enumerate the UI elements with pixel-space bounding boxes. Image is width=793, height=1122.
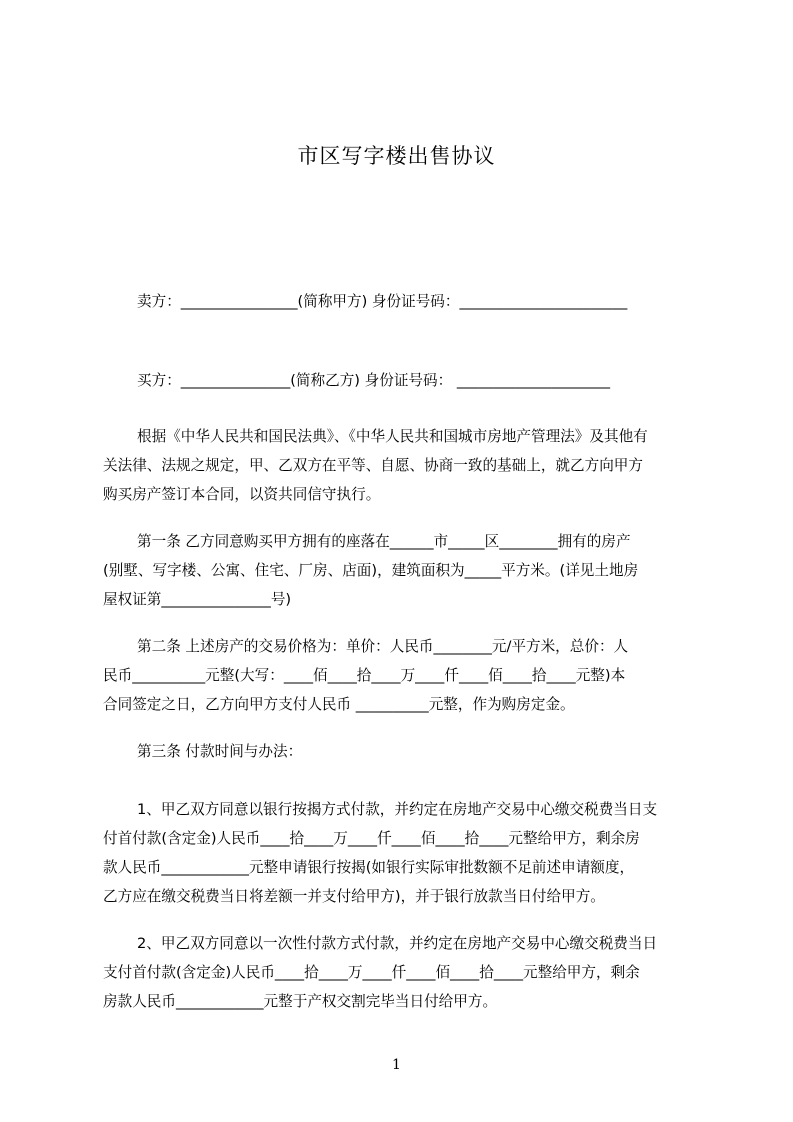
preamble-line: 关法律、法规之规定，甲、乙双方在平等、自愿、协商一致的基础上，就乙方向甲方: [103, 457, 643, 474]
article-1-line: (别墅、写字楼、公寓、住宅、厂房、店面)，建筑面积为_____平方米。(详见土地房: [103, 562, 639, 579]
preamble-line: 购买房产签订本合同，以资共同信守执行。: [103, 486, 381, 503]
clause-2-line: 2、甲乙双方同意以一次性付款方式付款，并约定在房地产交易中心缴交税费当日: [137, 935, 658, 952]
page-number: 1: [392, 1057, 401, 1073]
article-3-heading-block: [103, 737, 713, 766]
document-title: 市区写字楼出售协议: [297, 144, 496, 168]
preamble-line: 根据《中华人民共和国民法典》、《中华人民共和国城市房地产管理法》及其他有: [137, 428, 648, 445]
clause-1-line: 乙方应在缴交税费当日将差额一并支付给甲方)，并于银行放款当日付给甲方。: [103, 888, 605, 905]
article-1-paragraph: [103, 527, 713, 614]
seller-line: 卖方：________________(简称甲方) 身份证号码：_______________________: [137, 293, 628, 310]
clause-1-line: 付首付款(含定金)人民币____拾____万____仟____佰____拾____元整给甲方，剩余房: [103, 830, 640, 847]
article-3-heading: 第三条 付款时间与办法：: [137, 743, 303, 760]
buyer-line: 买方：_______________(简称乙方) 身份证号码： _____________________: [137, 372, 611, 389]
article-2-line: 合同签定之日，乙方向甲方支付人民币 __________元整，作为购房定金。: [103, 696, 575, 713]
article-1-line: 屋权证第_______________号): [103, 591, 292, 608]
clause-2-line: 房款人民币____________元整于产权交割完毕当日付给甲方。: [103, 993, 498, 1010]
clause-2-line: 支付首付款(含定金)人民币____拾____万____仟____佰____拾____元整给甲方，剩余: [103, 964, 640, 981]
clause-1-line: 款人民币____________元整申请银行按揭(如银行实际审批数额不足前述申请额度，: [103, 859, 635, 876]
article-2-paragraph: [103, 632, 713, 719]
clause-1-line: 1、甲乙双方同意以银行按揭方式付款，并约定在房地产交易中心缴交税费当日支: [137, 801, 658, 818]
preamble-paragraph: [103, 422, 713, 509]
article-1-line: 第一条 乙方同意购买甲方拥有的座落在______市_____区________拥有的房产: [137, 533, 631, 550]
clause-2-paragraph: [103, 929, 713, 1016]
article-2-line: 民币__________元整(大写：____佰____拾____万____仟____佰____拾____元整)本: [103, 667, 626, 684]
article-2-line: 第二条 上述房产的交易价格为：单价：人民币________元/平方米，总价：人: [137, 638, 629, 655]
clause-1-paragraph: [103, 795, 713, 911]
